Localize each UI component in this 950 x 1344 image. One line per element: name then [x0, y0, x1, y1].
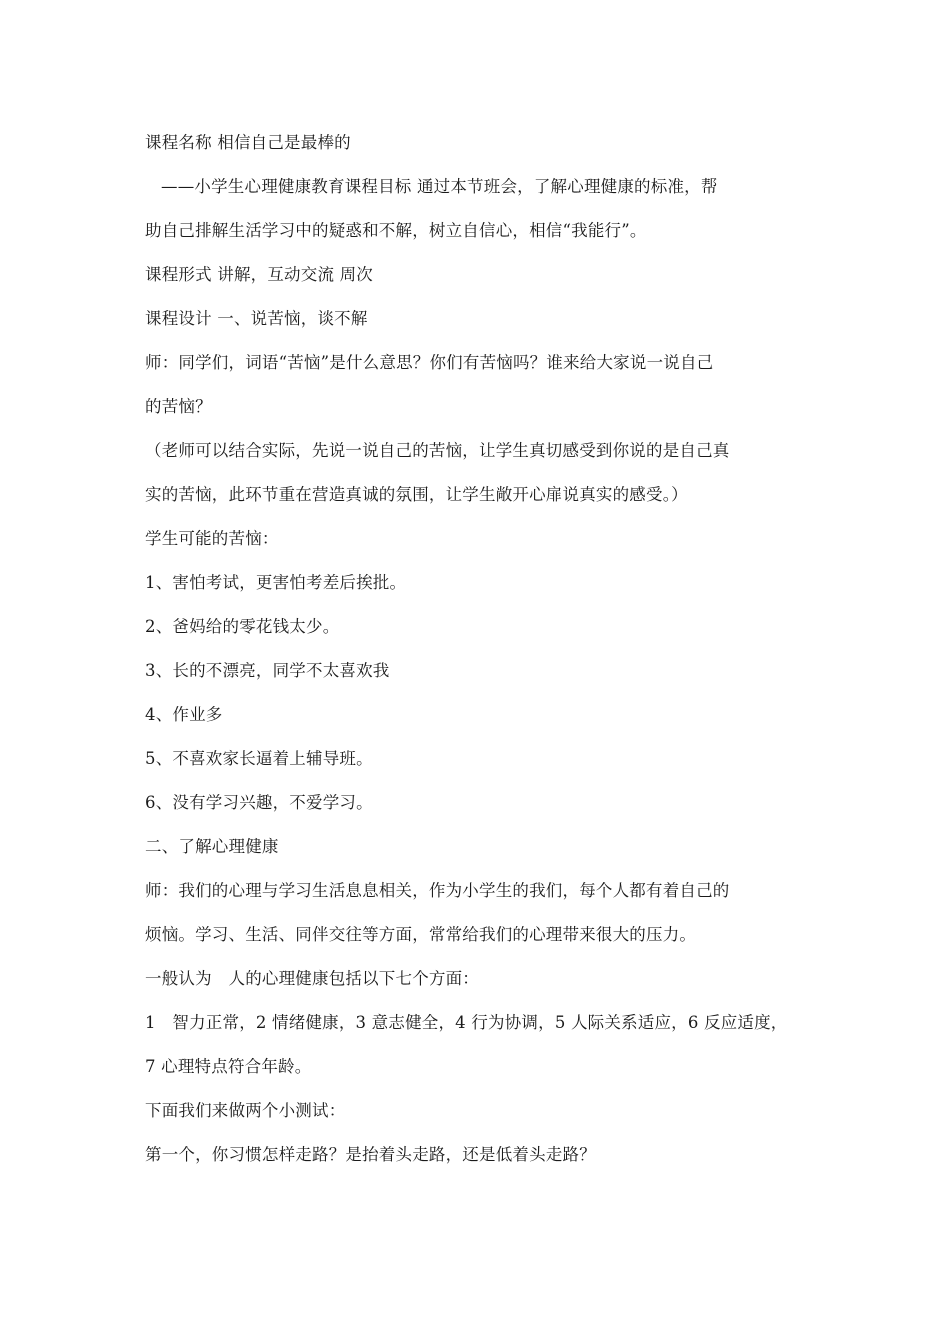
section-two-heading: 二、了解心理健康: [145, 837, 279, 856]
course-name-line: 课程名称 相信自己是最棒的: [145, 133, 351, 152]
teacher-note-line: （老师可以结合实际，先说一说自己的苦恼，让学生真切感受到你说的是自己真: [145, 441, 730, 460]
worry-item-6: 6、没有学习兴趣，不爱学习。: [145, 793, 373, 812]
course-goal-line-cont: 助自己排解生活学习中的疑惑和不解，树立自信心，相信“我能行”。: [145, 221, 647, 240]
worry-item-1: 1、害怕考试，更害怕考差后挨批。: [145, 573, 407, 592]
teacher-question-line: 师：同学们，词语“苦恼”是什么意思？你们有苦恼吗？谁来给大家说一说自己: [145, 353, 714, 372]
teacher-intro-line-cont: 烦恼。学习、生活、同伴交往等方面，常常给我们的心理带来很大的压力。: [145, 925, 697, 944]
worry-item-4: 4、作业多: [145, 705, 223, 724]
test-intro-line: 下面我们来做两个小测试：: [145, 1101, 346, 1120]
teacher-question-line-cont: 的苦恼？: [145, 397, 212, 416]
course-format-line: 课程形式 讲解，互动交流 周次: [145, 265, 373, 284]
course-goal-line: ——小学生心理健康教育课程目标 通过本节班会，了解心理健康的标准，帮: [161, 177, 718, 196]
worry-item-3: 3、长的不漂亮，同学不太喜欢我: [145, 661, 390, 680]
course-design-line: 课程设计 一、说苦恼，谈不解: [145, 309, 368, 328]
health-aspects-list: 1 智力正常，2 情绪健康，3 意志健全，4 行为协调，5 人际关系适应，6 反应适度，: [145, 1013, 788, 1032]
teacher-note-line-cont: 实的苦恼，此环节重在营造真诚的氛围，让学生敞开心扉说真实的感受。）: [145, 485, 688, 504]
test-one-line: 第一个，你习惯怎样走路？是抬着头走路，还是低着头走路？: [145, 1145, 596, 1164]
document-body: [145, 121, 815, 1177]
student-worries-heading: 学生可能的苦恼：: [145, 529, 279, 548]
health-aspects-intro: 一般认为 人的心理健康包括以下七个方面：: [145, 969, 479, 988]
teacher-intro-line: 师：我们的心理与学习生活息息相关，作为小学生的我们，每个人都有着自己的: [145, 881, 730, 900]
worry-item-5: 5、不喜欢家长逼着上辅导班。: [145, 749, 373, 768]
health-aspects-list-cont: 7 心理特点符合年龄。: [145, 1057, 312, 1076]
worry-item-2: 2、爸妈给的零花钱太少。: [145, 617, 340, 636]
